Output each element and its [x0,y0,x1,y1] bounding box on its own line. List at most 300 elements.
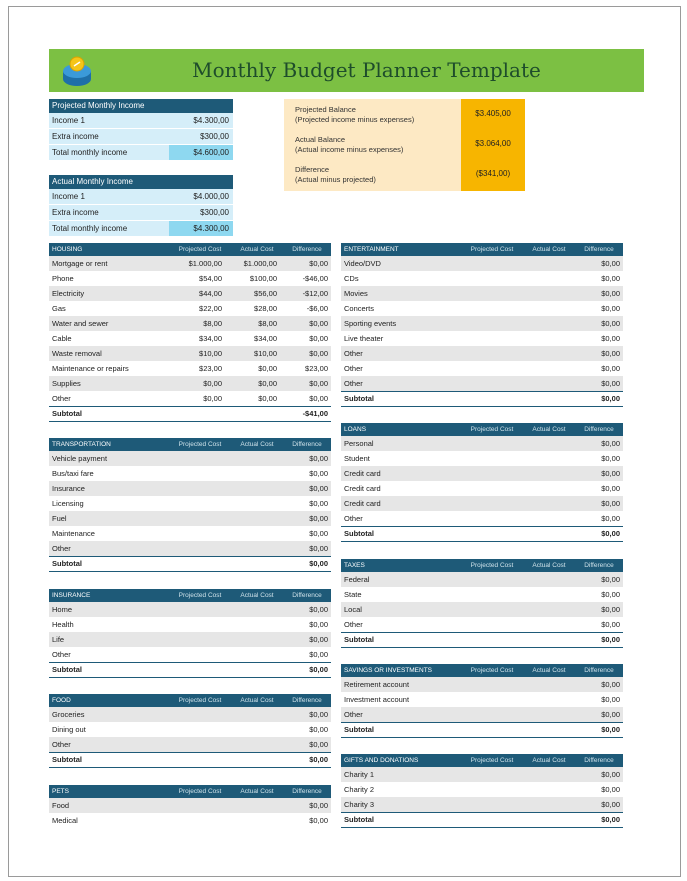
subtotal-label: Subtotal [52,665,82,674]
subtotal-projected [452,813,517,827]
taxes-table-header [341,559,623,572]
difference-cell: $0,00 [601,469,620,478]
actual-cost-cell[interactable]: $0,00 [258,394,277,403]
projected-cost-cell[interactable] [160,722,225,737]
row-label: Home [52,605,73,614]
section-title: PETS [52,788,69,795]
difference-cell: $0,00 [601,605,620,614]
income-value[interactable]: $4.000,00 [169,189,233,204]
projected-cost-cell[interactable] [160,451,225,466]
table-row [49,737,331,752]
table-row [341,782,623,797]
difference-cell: $0,00 [601,379,620,388]
actual-cost-cell[interactable] [517,316,572,331]
table-row [341,286,623,301]
subtotal-actual [225,557,280,571]
projected-cost-cell[interactable] [452,572,517,587]
actual-balance-value: $3.064,00 [475,139,511,148]
row-label: Life [52,635,65,644]
section-title: TAXES [344,562,365,569]
subtotal-difference: -$41,00 [302,409,328,418]
projected-cost-cell[interactable] [452,436,517,451]
row-label: Movies [344,289,368,298]
projected-cost-cell[interactable]: $44,00 [199,289,222,298]
projected-cost-cell[interactable] [160,813,225,828]
row-label: Credit card [344,499,381,508]
row-label: Personal [344,439,374,448]
difference-cell: $0,00 [309,514,328,523]
projected-cost-cell[interactable] [452,346,517,361]
difference-cell: $23,00 [305,364,328,373]
projected-cost-cell[interactable] [160,798,225,813]
actual-cost-cell[interactable] [225,526,280,541]
projected-cost-cell[interactable] [160,496,225,511]
actual-cost-cell[interactable] [517,677,572,692]
projected-income-header: Projected Monthly Income [49,99,233,113]
actual-cost-cell[interactable] [517,707,572,722]
projected-cost-cell[interactable] [160,526,225,541]
actual-cost-cell[interactable] [517,782,572,797]
housing-table [49,243,331,422]
insurance-table [49,589,331,678]
actual-cost-cell[interactable] [517,286,572,301]
projected-cost-cell[interactable] [452,316,517,331]
projected-cost-cell[interactable]: $8,00 [203,319,222,328]
projected-balance-value: $3.405,00 [475,109,511,118]
subtotal-row [341,722,623,738]
projected-cost-cell[interactable]: $22,00 [199,304,222,313]
difference-cell: $0,00 [601,800,620,809]
actual-cost-cell[interactable] [517,767,572,782]
actual-cost-cell[interactable] [225,647,280,662]
subtotal-projected [160,407,225,421]
subtotal-projected [160,753,225,767]
projected-cost-cell[interactable] [160,481,225,496]
row-label: Federal [344,575,370,584]
difference-cell: $0,00 [309,379,328,388]
projected-cost-cell[interactable] [452,692,517,707]
insurance-table-header [49,589,331,602]
subtotal-difference: $0,00 [601,529,620,538]
projected-cost-cell[interactable] [452,301,517,316]
column-header-actual: Actual Cost [240,697,274,704]
table-row [49,496,331,511]
difference-cell: $0,00 [309,635,328,644]
subtotal-actual [517,813,572,827]
difference-cell: -$6,00 [306,304,328,313]
difference-cell: $0,00 [601,770,620,779]
subtotal-projected [452,723,517,737]
projected-balance-label: Projected Balance [295,105,356,114]
row-label: Retirement account [344,680,410,689]
actual-cost-cell[interactable] [517,602,572,617]
actual-cost-cell[interactable]: $100,00 [249,274,277,283]
difference-cell: $0,00 [601,514,620,523]
column-header-difference: Difference [584,757,614,764]
actual-cost-cell[interactable] [517,587,572,602]
table-row [341,707,623,722]
actual-cost-cell[interactable] [225,813,280,828]
table-row [341,436,623,451]
actual-income-header: Actual Monthly Income [49,175,233,189]
gifts-table-header [341,754,623,767]
actual-cost-cell[interactable] [225,511,280,526]
table-row [341,271,623,286]
savings-table [341,664,623,738]
difference-cell: $0,00 [601,590,620,599]
income-value[interactable]: $4.300,00 [169,113,233,128]
table-row [341,466,623,481]
income-total-value: $4.300,00 [169,221,233,236]
row-label: Food [52,801,70,810]
income-row: Extra income $300,00 [49,205,233,221]
actual-cost-cell[interactable] [225,617,280,632]
actual-cost-cell[interactable]: $34,00 [254,334,277,343]
difference-cell: $0,00 [601,695,620,704]
subtotal-difference: $0,00 [601,725,620,734]
row-label: Dining out [52,725,86,734]
row-label: Insurance [52,484,85,493]
actual-balance-sub: (Actual income minus expenses) [295,145,404,154]
projected-cost-cell[interactable] [160,632,225,647]
row-label: Groceries [52,710,85,719]
row-label: Other [344,710,363,719]
column-header-projected: Projected Cost [470,757,514,764]
income-row: Extra income $300,00 [49,129,233,145]
taxes-table [341,559,623,648]
column-header-difference: Difference [584,562,614,569]
row-label: Other [52,544,71,553]
table-row [49,798,331,813]
projected-cost-cell[interactable] [452,767,517,782]
actual-cost-cell[interactable] [225,632,280,647]
projected-cost-cell[interactable]: $1.000,00 [188,259,222,268]
projected-cost-cell[interactable] [452,797,517,812]
table-row [341,602,623,617]
projected-cost-cell[interactable] [160,617,225,632]
actual-cost-cell[interactable] [517,361,572,376]
difference-cell: $0,00 [601,454,620,463]
difference-cell: $0,00 [601,274,620,283]
row-label: State [344,590,362,599]
column-header-actual: Actual Cost [532,246,566,253]
actual-cost-cell[interactable] [517,797,572,812]
actual-cost-cell[interactable]: $8,00 [258,319,277,328]
projected-cost-cell[interactable]: $54,00 [199,274,222,283]
table-row [341,256,623,271]
projected-cost-cell[interactable] [452,602,517,617]
table-row [49,541,331,556]
row-label: Live theater [344,334,384,343]
actual-cost-cell[interactable] [517,271,572,286]
difference-cell: -$12,00 [302,289,328,298]
column-header-projected: Projected Cost [178,788,222,795]
column-header-projected: Projected Cost [470,426,514,433]
actual-cost-cell[interactable]: $0,00 [258,379,277,388]
row-label: Gas [52,304,66,313]
row-label: Charity 2 [344,785,375,794]
actual-cost-cell[interactable]: $28,00 [254,304,277,313]
projected-cost-cell[interactable] [452,496,517,511]
difference-cell: $0,00 [309,725,328,734]
subtotal-row [49,752,331,768]
column-header-difference: Difference [292,246,322,253]
actual-cost-cell[interactable] [225,451,280,466]
row-label: Charity 1 [344,770,375,779]
column-header-actual: Actual Cost [240,592,274,599]
subtotal-difference: $0,00 [601,394,620,403]
row-label: Bus/taxi fare [52,469,94,478]
actual-income-box [49,175,233,237]
table-row [49,707,331,722]
table-row [49,271,331,286]
actual-cost-cell[interactable] [517,617,572,632]
actual-cost-cell[interactable]: $0,00 [258,364,277,373]
column-header-actual: Actual Cost [532,667,566,674]
section-title: FOOD [52,697,71,704]
column-header-projected: Projected Cost [470,246,514,253]
row-label: Cable [52,334,72,343]
difference-cell: $0,00 [601,484,620,493]
actual-cost-cell[interactable] [517,572,572,587]
projected-cost-cell[interactable] [452,707,517,722]
subtotal-row [341,526,623,542]
subtotal-label: Subtotal [344,635,374,644]
column-header-actual: Actual Cost [532,562,566,569]
actual-cost-cell[interactable] [225,707,280,722]
subtotal-label: Subtotal [344,815,374,824]
column-header-actual: Actual Cost [532,426,566,433]
projected-cost-cell[interactable] [160,647,225,662]
projected-cost-cell[interactable] [452,511,517,526]
table-row [341,677,623,692]
table-row [341,767,623,782]
subtotal-projected [452,633,517,647]
difference-cell: $0,00 [309,544,328,553]
actual-cost-cell[interactable] [225,496,280,511]
section-title: SAVINGS OR INVESTMENTS [344,667,433,674]
projected-cost-cell[interactable]: $0,00 [203,379,222,388]
row-label: Maintenance or repairs [52,364,129,373]
column-header-projected: Projected Cost [178,592,222,599]
income-value[interactable]: $300,00 [169,129,233,144]
projected-cost-cell[interactable] [452,481,517,496]
actual-cost-cell[interactable] [225,602,280,617]
difference-cell: $0,00 [309,319,328,328]
difference-cell: $0,00 [309,484,328,493]
subtotal-row [49,662,331,678]
income-total-value: $4.600,00 [169,145,233,160]
actual-cost-cell[interactable] [517,692,572,707]
table-row [49,466,331,481]
difference-cell: $0,00 [601,499,620,508]
projected-cost-cell[interactable] [160,466,225,481]
projected-cost-cell[interactable]: $10,00 [199,349,222,358]
difference-cell: $0,00 [309,334,328,343]
column-header-difference: Difference [292,441,322,448]
balance-box [284,99,525,191]
income-total-row: Total monthly income $4.600,00 [49,145,233,161]
income-row: Income 1 $4.000,00 [49,189,233,205]
actual-cost-cell[interactable] [517,376,572,391]
actual-cost-cell[interactable] [225,481,280,496]
table-row [49,331,331,346]
table-row [341,496,623,511]
projected-cost-cell[interactable] [160,541,225,556]
actual-cost-cell[interactable] [517,331,572,346]
projected-cost-cell[interactable] [452,286,517,301]
projected-cost-cell[interactable] [160,602,225,617]
table-row [49,391,331,406]
projected-cost-cell[interactable] [452,331,517,346]
subtotal-difference: $0,00 [601,635,620,644]
difference-cell: $0,00 [309,605,328,614]
projected-cost-cell[interactable] [452,376,517,391]
projected-cost-cell[interactable] [452,361,517,376]
column-header-projected: Projected Cost [470,667,514,674]
section-title: GIFTS AND DONATIONS [344,757,419,764]
loans-table [341,423,623,542]
actual-cost-cell[interactable] [517,511,572,526]
difference-cell: $0,00 [309,650,328,659]
row-label: Other [52,394,71,403]
row-label: Health [52,620,74,629]
actual-cost-cell[interactable] [225,722,280,737]
table-row [49,316,331,331]
entertainment-table-header [341,243,623,256]
table-row [49,346,331,361]
column-header-actual: Actual Cost [240,788,274,795]
actual-cost-cell[interactable] [517,301,572,316]
difference-cell: $0,00 [601,259,620,268]
subtotal-actual [225,753,280,767]
actual-cost-cell[interactable] [517,346,572,361]
actual-cost-cell[interactable] [517,466,572,481]
table-row [341,316,623,331]
subtotal-row [341,391,623,407]
projected-cost-cell[interactable] [452,617,517,632]
table-row [341,511,623,526]
subtotal-label: Subtotal [52,755,82,764]
actual-balance-label: Actual Balance [295,135,346,144]
projected-cost-cell[interactable] [452,256,517,271]
actual-cost-cell[interactable]: $56,00 [254,289,277,298]
difference-cell: $0,00 [601,349,620,358]
subtotal-projected [160,663,225,677]
actual-cost-cell[interactable]: $1.000,00 [243,259,277,268]
section-title: ENTERTAINMENT [344,246,399,253]
table-row [49,647,331,662]
actual-cost-cell[interactable] [225,737,280,752]
row-label: Other [344,379,363,388]
section-title: LOANS [344,426,367,433]
subtotal-projected [452,392,517,406]
column-header-difference: Difference [584,426,614,433]
projected-cost-cell[interactable] [452,451,517,466]
actual-cost-cell[interactable] [225,541,280,556]
actual-cost-cell[interactable] [517,496,572,511]
row-label: Investment account [344,695,410,704]
row-label: CDs [344,274,359,283]
subtotal-actual [225,407,280,421]
column-header-difference: Difference [292,788,322,795]
projected-cost-cell[interactable]: $23,00 [199,364,222,373]
projected-cost-cell[interactable]: $0,00 [203,394,222,403]
table-row [49,301,331,316]
row-label: Other [52,740,71,749]
projected-cost-cell[interactable] [452,587,517,602]
loans-table-header [341,423,623,436]
section-title: INSURANCE [52,592,91,599]
column-header-difference: Difference [584,667,614,674]
difference-cell: $0,00 [309,349,328,358]
column-header-difference: Difference [292,697,322,704]
table-row [49,632,331,647]
subtotal-label: Subtotal [344,725,374,734]
row-label: Other [344,514,363,523]
subtotal-actual [517,633,572,647]
subtotal-row [49,406,331,422]
projected-balance-sub: (Projected income minus expenses) [295,115,415,124]
projected-cost-cell[interactable] [160,707,225,722]
subtotal-projected [160,557,225,571]
table-row [49,451,331,466]
projected-cost-cell[interactable] [452,466,517,481]
projected-income-box [49,99,233,161]
row-label: Supplies [52,379,81,388]
projected-cost-cell[interactable] [452,271,517,286]
difference-cell: $0,00 [601,680,620,689]
subtotal-row [341,632,623,648]
table-row [49,286,331,301]
actual-cost-cell[interactable] [225,466,280,481]
actual-cost-cell[interactable] [517,436,572,451]
table-row [49,813,331,828]
row-label: Other [344,349,363,358]
row-label: Electricity [52,289,85,298]
difference-cell: $0,00 [309,740,328,749]
actual-cost-cell[interactable]: $10,00 [254,349,277,358]
subtotal-actual [517,723,572,737]
difference-cell: $0,00 [601,710,620,719]
projected-cost-cell[interactable] [452,782,517,797]
column-header-projected: Projected Cost [178,246,222,253]
difference-cell: $0,00 [601,289,620,298]
section-title: HOUSING [52,246,83,253]
table-row [341,481,623,496]
actual-cost-cell[interactable] [517,256,572,271]
projected-cost-cell[interactable] [160,737,225,752]
projected-cost-cell[interactable] [160,511,225,526]
projected-cost-cell[interactable]: $34,00 [199,334,222,343]
actual-cost-cell[interactable] [225,798,280,813]
row-label: Vehicle payment [52,454,108,463]
actual-cost-cell[interactable] [517,451,572,466]
table-row [49,361,331,376]
row-label: Local [344,605,362,614]
pets-table-header [49,785,331,798]
difference-cell: -$46,00 [302,274,328,283]
subtotal-actual [517,527,572,541]
difference-cell: $0,00 [309,801,328,810]
projected-cost-cell[interactable] [452,677,517,692]
actual-cost-cell[interactable] [517,481,572,496]
table-row [341,617,623,632]
income-value[interactable]: $300,00 [169,205,233,220]
row-label: Video/DVD [344,259,381,268]
table-row [49,526,331,541]
balance-values [461,99,525,191]
